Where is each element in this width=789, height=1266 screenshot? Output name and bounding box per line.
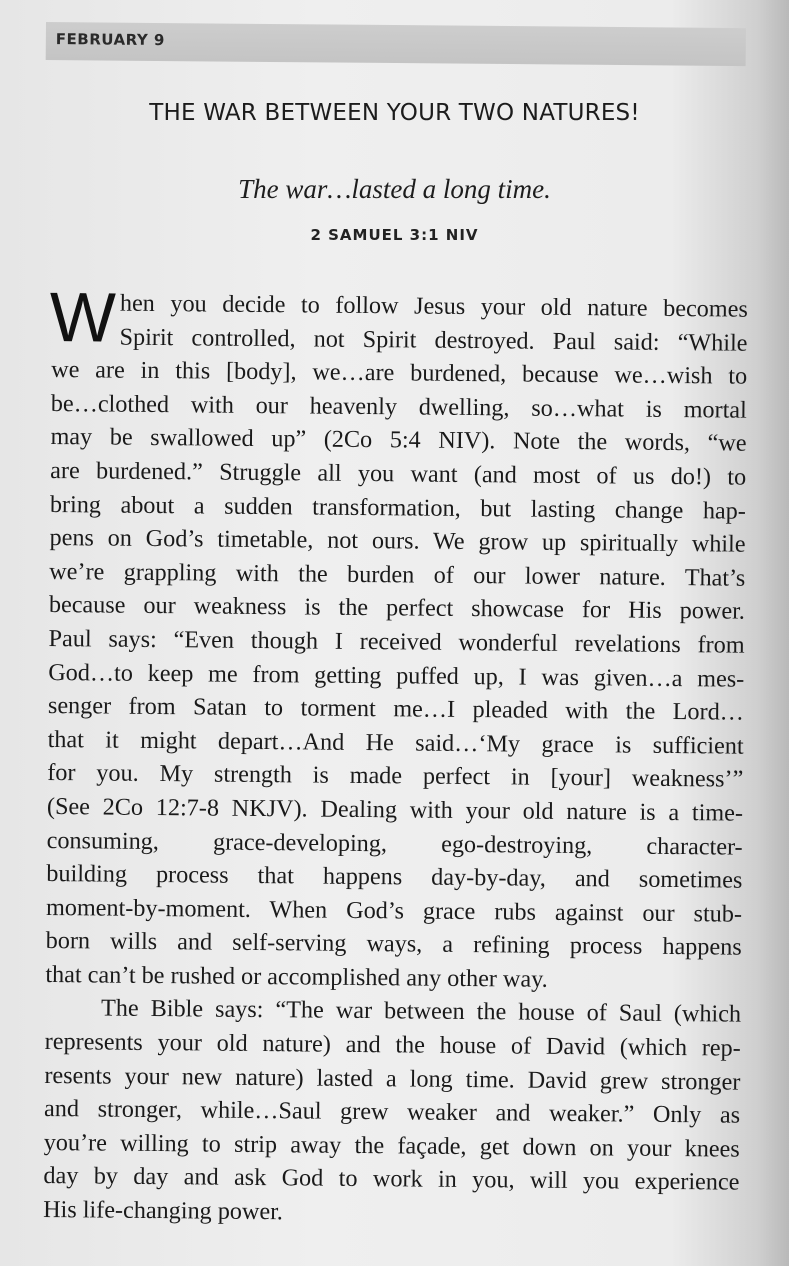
- body-line: Spirit controlled, not Spirit destroyed. Paul said: “While: [119, 323, 748, 357]
- drop-cap: W: [49, 277, 117, 357]
- body-line: born wills and self-serving ways, a refining process happens: [45, 927, 742, 961]
- scripture-reference: 2 SAMUEL 3:1 NIV: [310, 226, 479, 244]
- body-line: you’re willing to strip away the façade, get down on your knees: [43, 1128, 740, 1163]
- devotional-title: THE WAR BETWEEN YOUR TWO NATURES!: [149, 100, 640, 126]
- body-line: we are in this [body], we…are burdened, because we…wish to: [51, 356, 748, 390]
- devotional-body: [43, 277, 748, 1233]
- scripture-quote: The war…lasted a long time.: [238, 174, 551, 204]
- date-label: FEBRUARY 9: [55, 30, 165, 50]
- body-line: The Bible says: “The war between the house of Saul (which: [100, 994, 742, 1029]
- body-line: represents your old nature) and the house of David (which rep-: [44, 1028, 741, 1062]
- paragraph-1: [45, 277, 748, 998]
- body-line: for you. My strength is made perfect in [your] weakness’”: [47, 759, 744, 793]
- body-line: Paul says: “Even though I received wonderful revelations from: [48, 624, 745, 659]
- body-line: moment-by-moment. When God’s grace rubs against our stub-: [45, 893, 743, 928]
- body-line: His life-changing power.: [43, 1195, 284, 1226]
- body-line: bring about a sudden transformation, but lasting change hap-: [49, 490, 747, 525]
- body-line: resents your new nature) lasted a long time. David grew stronger: [44, 1061, 741, 1096]
- body-line: pens on God’s timetable, not ours. We grow up spiritually while: [49, 524, 746, 558]
- body-line: are burdened.” Struggle all you want (and most of us do!) to: [50, 456, 747, 491]
- body-line: (See 2Co 12:7-8 NKJV). Dealing with your old nature is a time-: [46, 792, 744, 827]
- body-line: because our weakness is the perfect showcase for His power.: [48, 591, 746, 626]
- body-line: may be swallowed up” (2Co 5:4 NIV). Note the words, “we: [50, 423, 747, 458]
- body-line: that can’t be rushed or accomplished any other way.: [45, 960, 548, 993]
- body-line: senger from Satan to torment me…I pleaded with the Lord…: [47, 692, 745, 726]
- body-line: God…to keep me from getting puffed up, I was given…a mes-: [48, 658, 745, 693]
- body-line: building process that happens day-by-day, and sometimes: [46, 860, 743, 894]
- body-line: and stronger, while…Saul grew weaker and weaker.” Only as: [43, 1095, 741, 1129]
- body-line: day by day and ask God to work in you, will you experience: [43, 1162, 740, 1197]
- date-banner: [46, 22, 746, 66]
- paragraph-2: [43, 991, 741, 1233]
- body-line: be…clothed with our heavenly dwelling, so…what is mortal: [50, 389, 747, 424]
- body-line: consuming, grace-developing, ego-destroying, character-: [46, 826, 743, 861]
- body-line: that it might depart…And He said…‘My grace is sufficient: [47, 725, 744, 760]
- body-line: we’re grappling with the burden of our lower nature. That’s: [49, 557, 746, 592]
- body-line: hen you decide to follow Jesus your old nature becomes: [119, 289, 748, 323]
